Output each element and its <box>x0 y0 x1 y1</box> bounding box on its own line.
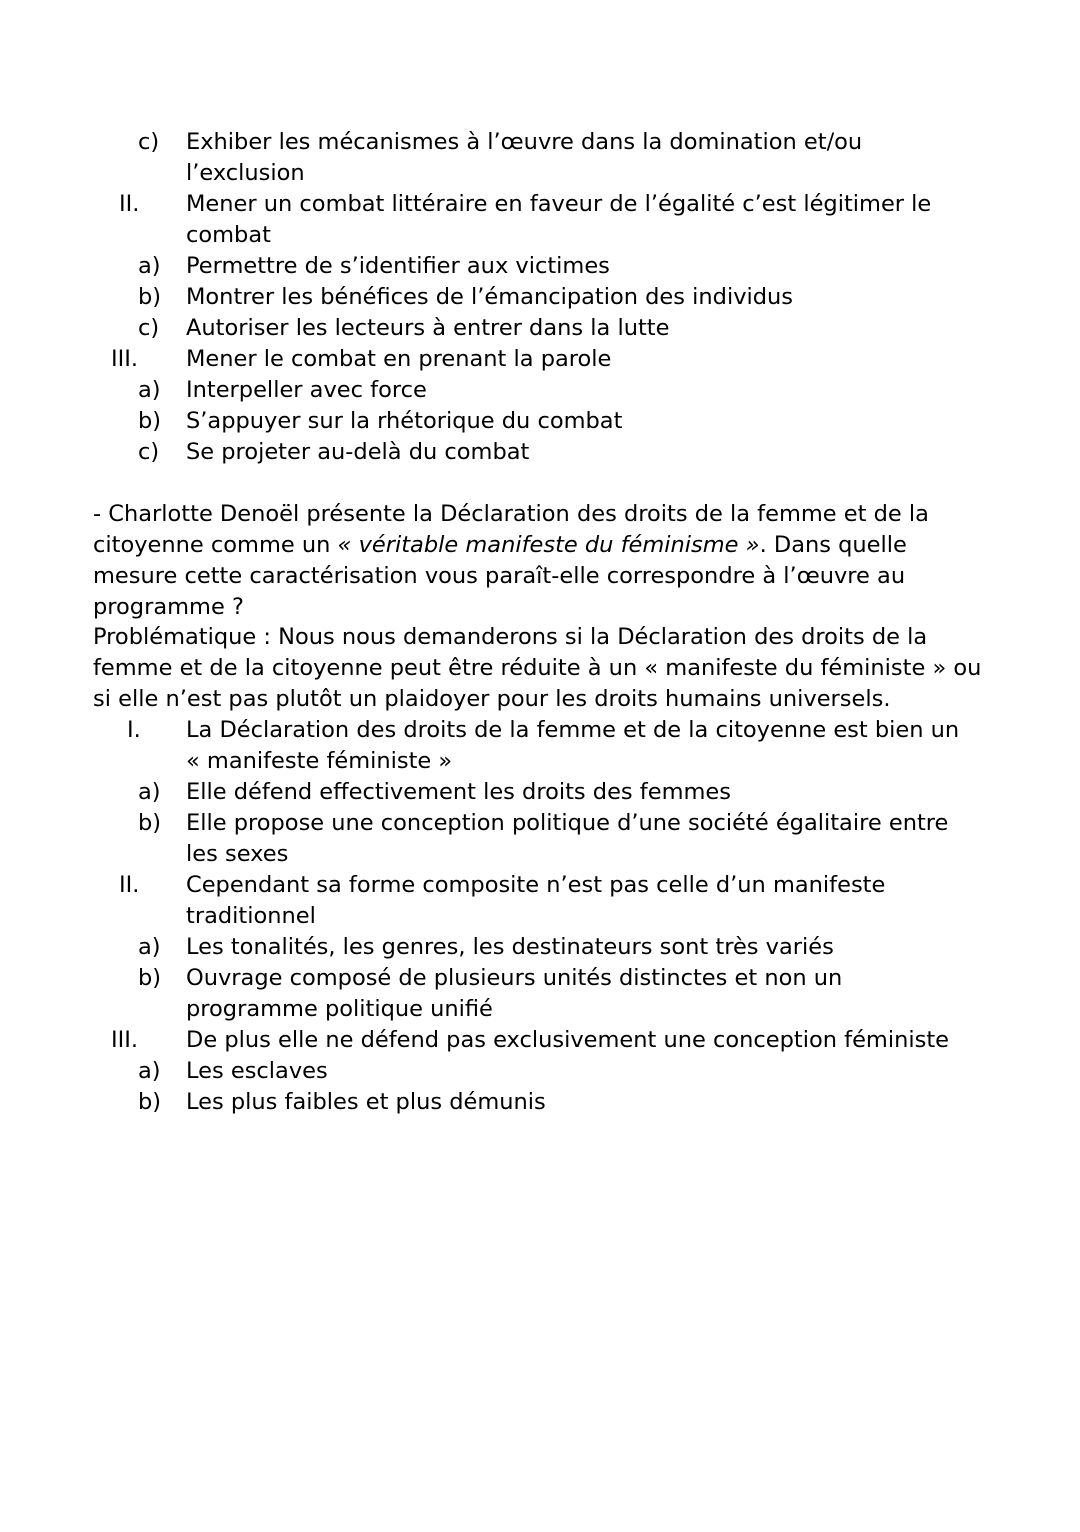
question-text-end: . Dans quelle mesure cette caractérisation vous paraît-elle correspondre à l’œuvre au programme ? <box>93 532 907 620</box>
list-item: Interpeller avec force <box>186 377 427 403</box>
list-item: Les tonalités, les genres, les destinateurs sont très variés <box>186 934 834 960</box>
list-item: Ouvrage composé de plusieurs unités distinctes et non un <box>186 965 843 991</box>
list-item: Elle défend effectivement les droits des femmes <box>186 779 731 805</box>
list-item: Autoriser les lecteurs à entrer dans la lutte <box>186 315 670 341</box>
list-marker: c) <box>138 439 160 465</box>
list-item: S’appuyer sur la rhétorique du combat <box>186 408 623 434</box>
list-item: De plus elle ne défend pas exclusivement une conception féministe <box>186 1027 949 1053</box>
list-marker: b) <box>138 1089 162 1115</box>
list-item: La Déclaration des droits de la femme et de la citoyenne est bien un <box>186 717 960 743</box>
list-marker: c) <box>138 315 160 341</box>
list-marker: b) <box>138 810 162 836</box>
list-item-continuation: traditionnel <box>186 903 316 929</box>
list-marker: a) <box>138 1058 161 1084</box>
list-marker: b) <box>138 408 162 434</box>
list-marker: I. <box>127 717 141 743</box>
list-item: Mener le combat en prenant la parole <box>186 346 612 372</box>
list-item: Les plus faibles et plus démunis <box>186 1089 546 1115</box>
list-item-continuation: « manifeste féministe » <box>186 748 453 774</box>
list-item: Se projeter au-delà du combat <box>186 439 530 465</box>
list-marker: b) <box>138 965 162 991</box>
list-item: Exhiber les mécanismes à l’œuvre dans la domination et/ou <box>186 129 863 155</box>
question-text-start: - Charlotte Denoël présente la Déclaration des droits de la femme et de la citoyenne comme un <box>93 501 929 558</box>
question-paragraph <box>93 499 993 623</box>
list-marker: II. <box>119 872 140 898</box>
list-item-continuation: combat <box>186 222 271 248</box>
list-item: Cependant sa forme composite n’est pas celle d’un manifeste <box>186 872 886 898</box>
list-item: Mener un combat littéraire en faveur de l’égalité c’est légitimer le <box>186 191 932 217</box>
list-marker: b) <box>138 284 162 310</box>
list-item-continuation: l’exclusion <box>186 160 305 186</box>
list-item: Montrer les bénéfices de l’émancipation des individus <box>186 284 794 310</box>
list-marker: a) <box>138 934 161 960</box>
list-item-continuation: les sexes <box>186 841 289 867</box>
list-item-continuation: programme politique unifié <box>186 996 493 1022</box>
list-item: Les esclaves <box>186 1058 328 1084</box>
list-marker: II. <box>119 191 140 217</box>
question-quote: « véritable manifeste du féminisme » <box>337 532 760 558</box>
list-item: Permettre de s’identifier aux victimes <box>186 253 610 279</box>
list-marker: III. <box>111 346 139 372</box>
list-marker: a) <box>138 253 161 279</box>
list-item: Elle propose une conception politique d’une société égalitaire entre <box>186 810 949 836</box>
list-marker: a) <box>138 779 161 805</box>
list-marker: a) <box>138 377 161 403</box>
problematique-paragraph: Problématique : Nous nous demanderons si la Déclaration des droits de la femme et de la citoyenne peut être réduite à un « manifeste du féministe » ou si elle n’est pas plutôt un plaidoyer pour les droits humains universels. <box>93 624 982 712</box>
list-marker: c) <box>138 129 160 155</box>
list-marker: III. <box>111 1027 139 1053</box>
